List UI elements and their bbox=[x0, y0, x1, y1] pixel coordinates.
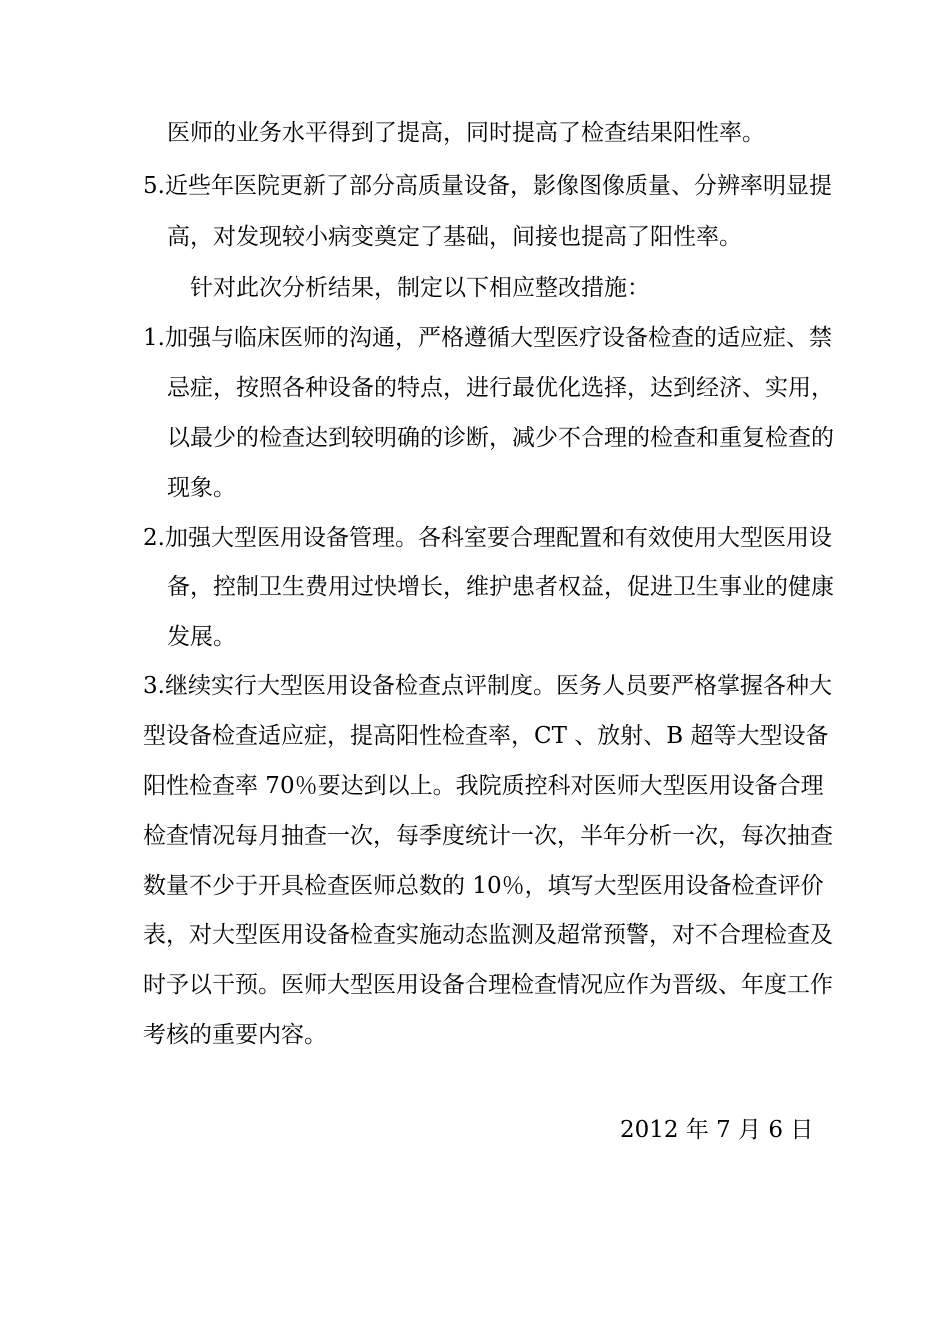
paragraph-line: 阳性检查率 70％要达到以上。我院质控科对医师大型医用设备合理 bbox=[143, 773, 824, 799]
paragraph-line: 针对此次分析结果，制定以下相应整改措施： bbox=[190, 275, 650, 301]
paragraph-line: 忌症，按照各种设备的特点，进行最优化选择，达到经济、实用， bbox=[167, 375, 834, 401]
document-date: 2012 年 7 月 6 日 bbox=[620, 1117, 814, 1143]
paragraph-line: 3.继续实行大型医用设备检查点评制度。医务人员要严格掌握各种大 bbox=[143, 673, 832, 699]
paragraph-line: 1.加强与临床医师的沟通，严格遵循大型医疗设备检查的适应症、禁 bbox=[143, 325, 832, 351]
paragraph-line: 备，控制卫生费用过快增长，维护患者权益，促进卫生事业的健康 bbox=[167, 574, 834, 600]
paragraph-line: 2.加强大型医用设备管理。各科室要合理配置和有效使用大型医用设 bbox=[143, 525, 832, 551]
paragraph-line: 医师的业务水平得到了提高，同时提高了检查结果阳性率。 bbox=[167, 120, 765, 146]
paragraph-line: 以最少的检查达到较明确的诊断，减少不合理的检查和重复检查的 bbox=[167, 425, 834, 451]
paragraph-line: 发展。 bbox=[167, 624, 236, 650]
paragraph-line: 高，对发现较小病变奠定了基础，间接也提高了阳性率。 bbox=[167, 224, 742, 250]
paragraph-line: 型设备检查适应症，提高阳性检查率，CT 、放射、B 超等大型设备 bbox=[143, 723, 829, 749]
paragraph-line: 表，对大型医用设备检查实施动态监测及超常预警，对不合理检查及 bbox=[143, 922, 833, 948]
paragraph-line: 现象。 bbox=[167, 475, 236, 501]
paragraph-line: 时予以干预。医师大型医用设备合理检查情况应作为晋级、年度工作 bbox=[143, 972, 833, 998]
paragraph-line: 5.近些年医院更新了部分高质量设备，影像图像质量、分辨率明显提 bbox=[143, 173, 832, 199]
paragraph-line: 数量不少于开具检查医师总数的 10％，填写大型医用设备检查评价 bbox=[143, 873, 824, 899]
paragraph-line: 检查情况每月抽查一次，每季度统计一次，半年分析一次，每次抽查 bbox=[143, 823, 833, 849]
paragraph-line: 考核的重要内容。 bbox=[143, 1022, 327, 1048]
